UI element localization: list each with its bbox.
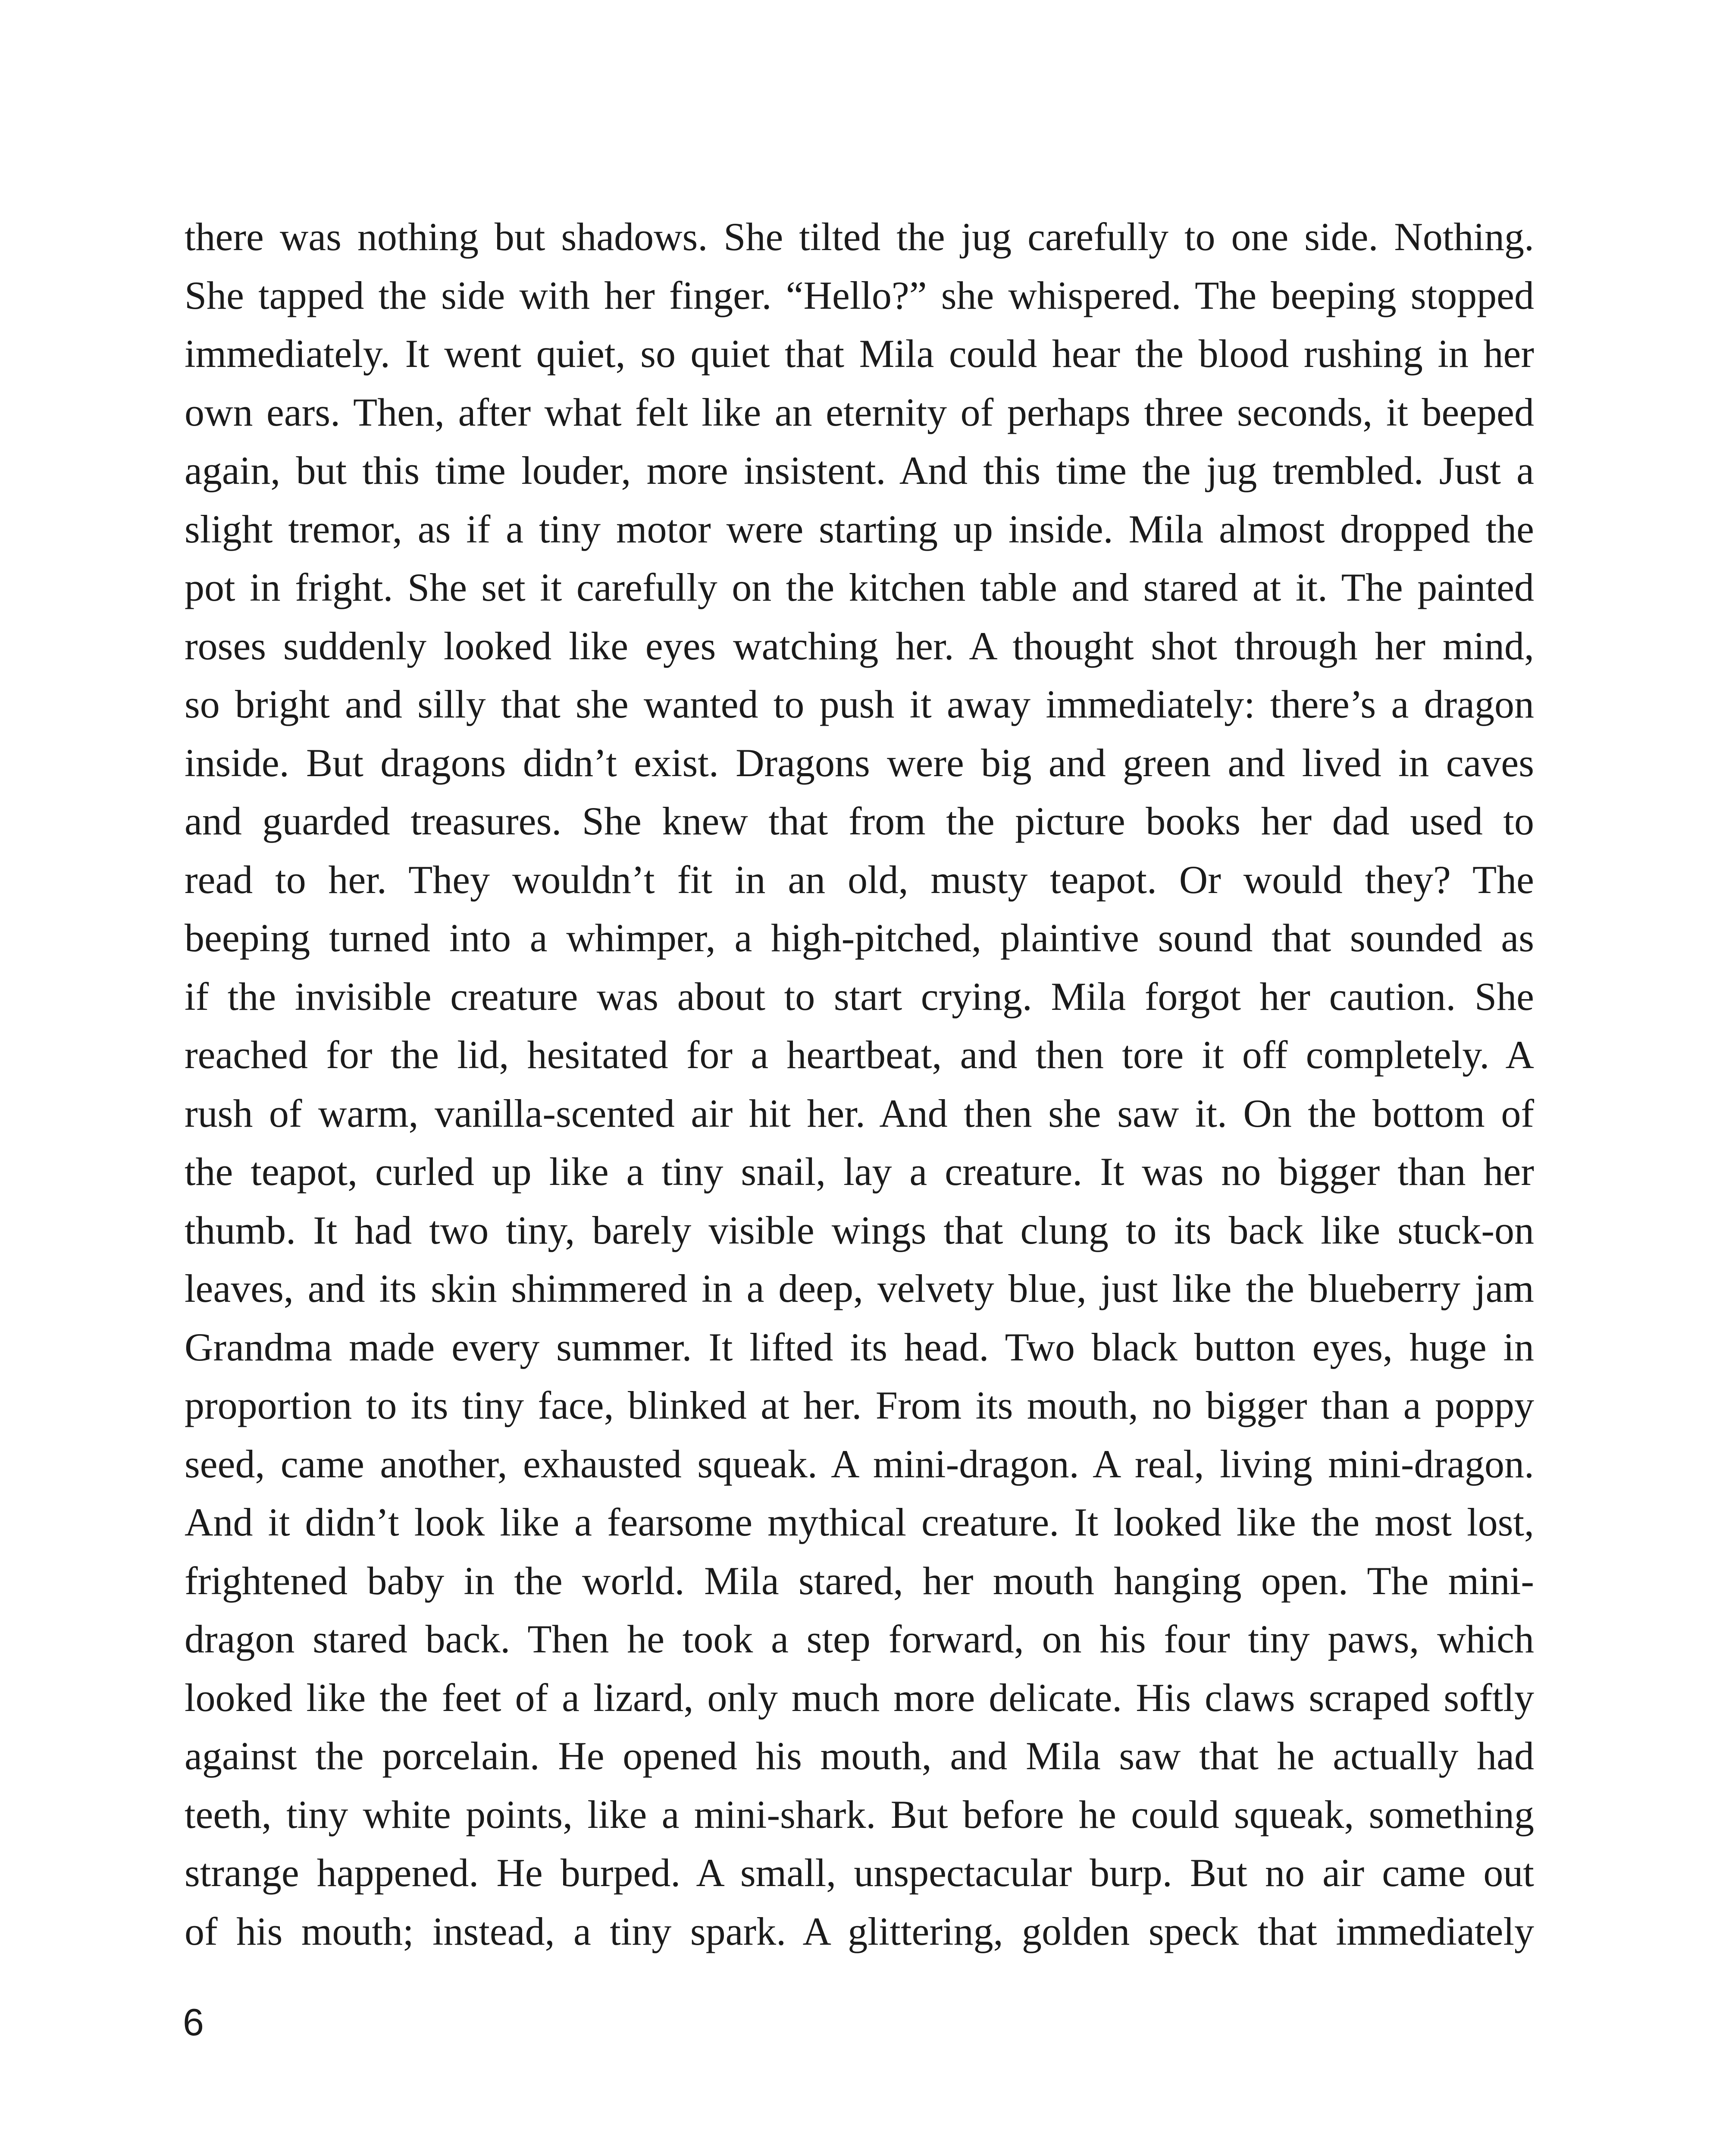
text-line: And it didn’t look like a fearsome mythical creature. It looked like the most lost, (185, 1500, 1534, 1544)
text-line: the teapot, curled up like a tiny snail, lay a creature. It was no bigger than her (185, 1150, 1534, 1194)
text-line: and guarded treasures. She knew that from the picture books her dad used to (185, 799, 1534, 843)
text-line: immediately. It went quiet, so quiet that Mila could hear the blood rushing in her (185, 332, 1534, 376)
text-line: inside. But dragons didn’t exist. Dragons were big and green and lived in caves (185, 740, 1534, 785)
text-line: against the porcelain. He opened his mouth, and Mila saw that he actually had (185, 1734, 1534, 1778)
text-line: of his mouth; instead, a tiny spark. A glittering, golden speck that immediately (185, 1909, 1534, 1953)
text-line: own ears. Then, after what felt like an eternity of perhaps three seconds, it beeped (185, 390, 1534, 434)
text-line: so bright and silly that she wanted to push it away immediately: there’s a dragon (185, 682, 1534, 726)
text-line: pot in fright. She set it carefully on the kitchen table and stared at it. The painted (185, 565, 1534, 609)
text-line: Grandma made every summer. It lifted its head. Two black button eyes, huge in (185, 1325, 1534, 1369)
text-line: beeping turned into a whimper, a high-pitched, plaintive sound that sounded as (185, 916, 1534, 960)
text-line: slight tremor, as if a tiny motor were starting up inside. Mila almost dropped the (185, 507, 1534, 551)
text-line: seed, came another, exhausted squeak. A mini-dragon. A real, living mini-dragon. (185, 1442, 1534, 1486)
text-line: rush of warm, vanilla-scented air hit her. And then she saw it. On the bottom of (185, 1091, 1534, 1135)
text-line: teeth, tiny white points, like a mini-shark. But before he could squeak, something (185, 1792, 1534, 1836)
text-line: She tapped the side with her finger. “Hello?” she whispered. The beeping stopped (185, 273, 1534, 317)
text-line: thumb. It had two tiny, barely visible wings that clung to its back like stuck-on (185, 1208, 1534, 1252)
text-line: reached for the lid, hesitated for a heartbeat, and then tore it off completely. A (185, 1033, 1534, 1077)
text-line: if the invisible creature was about to start crying. Mila forgot her caution. She (185, 974, 1534, 1018)
text-line: dragon stared back. Then he took a step forward, on his four tiny paws, which (185, 1617, 1534, 1661)
text-line: read to her. They wouldn’t fit in an old, musty teapot. Or would they? The (185, 857, 1534, 902)
text-line: roses suddenly looked like eyes watching her. A thought shot through her mind, (185, 624, 1534, 668)
text-line: again, but this time louder, more insistent. And this time the jug trembled. Just a (185, 448, 1534, 492)
text-line: there was nothing but shadows. She tilted the jug carefully to one side. Nothing. (185, 215, 1534, 259)
text-line: leaves, and its skin shimmered in a deep, velvety blue, just like the blueberry jam (185, 1266, 1534, 1310)
text-line: strange happened. He burped. A small, unspectacular burp. But no air came out (185, 1851, 1534, 1895)
text-line: looked like the feet of a lizard, only much more delicate. His claws scraped softly (185, 1675, 1534, 1720)
page-number: 6 (183, 2001, 204, 2043)
body-text (185, 208, 1534, 1961)
text-line: frightened baby in the world. Mila stared, her mouth hanging open. The mini- (185, 1558, 1534, 1603)
text-line: proportion to its tiny face, blinked at her. From its mouth, no bigger than a poppy (185, 1383, 1534, 1427)
